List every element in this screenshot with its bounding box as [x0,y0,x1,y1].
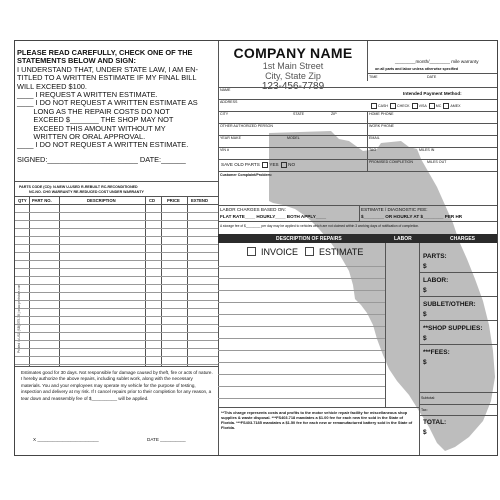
rule [218,221,498,222]
center-divider [218,41,219,456]
notice-line: EXCEED $_______ THE SHOP MAY NOT [17,115,174,125]
labor-charge-label: LABOR: [423,277,449,284]
parts-row-line [15,276,218,277]
parts-row-line [15,236,218,237]
charges-header: CHARGES [450,236,476,242]
labor-dollar: $ [423,287,427,294]
parts-row-line [15,212,218,213]
parts-row-line [15,228,218,229]
state-label: STATE [293,112,305,116]
other-person-label: OTHER AUTHORIZED PERSON [220,124,273,128]
notice-option[interactable]: ____ I DO NOT REQUEST A WRITTEN ESTIMATE AS [17,98,198,108]
city-label: CITY [220,112,229,116]
rule [419,392,498,393]
rule [419,296,498,297]
parts-row-line [15,252,218,253]
parts-row-line [15,348,218,349]
rule [419,272,498,273]
rule [218,147,498,148]
description-row-line [218,374,385,375]
parts-row-line [15,356,218,357]
total-label: TOTAL: [423,419,447,426]
parts-row-line [15,308,218,309]
sublet-dollar: $ [423,311,427,318]
shop-supplies-label: **SHOP SUPPLIES: [423,325,483,332]
description-band [218,234,498,243]
warranty-divider [367,41,368,81]
rule [218,111,498,112]
labor-charges-heading: LABOR CHARGES BASED ON: [220,207,286,212]
column-divider [359,205,360,221]
payment-options [371,103,461,109]
parts-code-line1: PARTS CODE (CD): N-NEW U-USED R-REBUILT RC-RECONDITIONED [19,185,138,189]
rule [218,159,498,160]
name-label: NAME [220,88,231,92]
amex-checkbox[interactable] [443,103,449,109]
invoice-option[interactable] [247,247,298,257]
terms-text: Estimates good for 30 days. Not responsible for damage caused by theft, fire or acts of nature. I hereby authorize the above repairs, including sublet work, along with the necessary materials. You and your employees may operate my vehicle for the purpose of testing, inspection and delivery at my risk. If I cancel repairs prior to their completion for any reason, a tear down and reassembly fee of $__________ will be applied. [21,370,213,401]
parts-row-line [15,220,218,221]
notice-line: EXCEED THIS AMOUNT WITHOUT MY [17,123,166,133]
warranty-note: on all parts and labor unless otherwise specified [375,67,459,71]
parts-col-header: QTY [18,198,27,203]
parts-row-line [15,284,218,285]
payment-option-label: CHECK [397,103,410,108]
description-row-line [218,278,385,279]
payment-method-label: Intended Payment Method: [403,91,462,96]
parts-row-line [15,300,218,301]
mc-checkbox[interactable] [429,103,435,109]
printer-imprint: Printed in USA (SB) 375-38 | www.printstore.com [17,283,21,353]
fees-dollar: $ [423,359,427,366]
description-row-line [218,350,385,351]
notice-line: WRITTEN OR ORAL APPROVAL. [17,132,146,142]
authorization-date[interactable]: DATE __________ [147,437,186,442]
notice-line: I UNDERSTAND THAT, UNDER STATE LAW, I AM EN- [17,64,198,74]
estimate-option[interactable] [305,247,363,257]
date-label: DATE [427,75,437,79]
invoice-label: INVOICE [261,247,299,257]
time-label: TIME [369,75,378,79]
labor-charges-options[interactable]: FLAT RATE____ HOURLY____ BOTH APPLY____ [220,214,327,219]
sublet-charge-label: SUBLET/OTHER: [423,301,476,308]
rule [367,73,498,74]
promised-completion-label: PROMISED COMPLETION [369,160,413,164]
year-make-label: YEAR MAKE [220,136,241,140]
parts-charge-label: PARTS: [423,253,447,260]
rule [419,404,498,405]
save-old-parts [221,162,295,168]
payment-option-label: VISA [418,103,427,108]
payment-option-label: MC [435,103,442,108]
parts-col-header: PART NO. [32,198,52,203]
save-old-parts-label: SAVE OLD PARTS [221,162,260,168]
description-row-line [218,398,385,399]
parts-row-line [15,324,218,325]
description-header: DESCRIPTION OF REPAIRS [276,236,342,242]
payment-option-label: AMEX [450,103,461,108]
notice-line: WILL EXCEED $100. [17,81,87,91]
rule [15,366,218,367]
estimate-fee-line[interactable]: $________ OR HOURLY AT $________ PER HR [361,214,463,219]
total-dollar: $ [423,429,427,436]
notice-line: LONG AS THE REPAIR COSTS DO NOT [17,106,170,116]
parts-row-line [15,340,218,341]
parts-row-line [15,244,218,245]
no-label: NO [288,162,296,168]
description-row-line [218,302,385,303]
parts-row-line [15,332,218,333]
shop-supplies-dollar: $ [423,335,427,342]
visa-checkbox[interactable] [412,103,418,109]
labor-header: LABOR [394,236,412,242]
subtotal-label: Subtotal: [421,396,436,400]
home-phone-label: HOME PHONE [369,112,394,116]
parts-row-line [15,364,218,365]
signed-line[interactable]: SIGNED:______________________ DATE:______ [17,154,186,164]
rule [419,344,498,345]
fees-label: ***FEES: [423,349,450,356]
description-row-line [218,314,385,315]
rule [218,205,498,206]
miles-in-label: MILES IN [419,148,435,152]
yes-label: YES [269,162,279,168]
estimate-label: ESTIMATE [319,247,364,257]
charges-column-divider [419,243,420,456]
notice-option[interactable]: ____ I DO NOT REQUEST A WRITTEN ESTIMATE. [17,140,189,150]
notice-line: PLEASE READ CAREFULLY, CHECK ONE OF THE [17,48,193,57]
estimate-notice [17,49,217,164]
email-label: EMAIL [369,136,380,140]
repair-order-form [14,40,498,456]
parts-dollar: $ [423,263,427,270]
rule [218,99,498,100]
rule [218,87,498,88]
tag-label: TAG [369,148,377,152]
rule [218,171,498,172]
parts-col-header: PRICE [167,198,180,203]
complaint-label: Customer Complaint/Problem: [220,173,272,177]
work-phone-label: WORK PHONE [369,124,394,128]
model-label: MODEL [287,136,300,140]
labor-column-divider [385,243,386,407]
miles-out-label: MILES OUT [427,160,447,164]
vin-label: VIN # [220,148,229,152]
storage-fee-note: A storage fee of $________ per day may be applied to vehicles which are not claimed within 3 working days of notification of completion. [220,224,420,228]
rule [419,415,498,416]
parts-col-header: EXTEND [191,198,208,203]
description-row-line [218,326,385,327]
description-row-line [218,362,385,363]
invoice-checkbox[interactable] [247,247,256,256]
rule [218,407,419,408]
notice-line: STATEMENTS BELOW AND SIGN: [17,56,136,66]
parts-row-line [15,260,218,261]
parts-code-line2: NC-NO. CHG WARRANTY RE-REDUCED COST UNDER WARRANTY [29,190,144,194]
fees-footer-note: **This charge represents costs and profits to the motor vehicle repair facility for miscellaneous shop supplies & waste disposal. ***FS403.718 mandates a $1.00 fee for each new tire sold in the State of Florida. ***FS403.7185 mandates a $1.50 fee for each new or remanufactured battery sold in the State of Florida. [221,410,413,430]
description-row-line [218,338,385,339]
parts-row-line [15,292,218,293]
description-row-line [218,290,385,291]
company-header [219,45,367,92]
company-name: COMPANY NAME [233,45,353,61]
save-parts-yes-checkbox[interactable] [262,162,268,168]
description-row-line [218,386,385,387]
payment-option-label: CASH [378,103,388,108]
authorization-signature[interactable]: X ________________________ [33,437,99,442]
company-street: 1st Main Street [262,61,324,71]
notice-bottom-rule [15,181,218,182]
column-divider [367,111,368,171]
parts-col-header: CD [149,198,156,203]
zip-label: ZIP [331,112,337,116]
parts-col-header: DESCRIPTION [87,198,116,203]
save-parts-no-checkbox[interactable] [281,162,287,168]
parts-row-line [15,316,218,317]
check-checkbox[interactable] [390,103,396,109]
parts-row-line [15,268,218,269]
cash-checkbox[interactable] [371,103,377,109]
company-city: City, State Zip [265,71,321,81]
notice-line: TITLED TO A WRITTEN ESTIMATE IF MY FINAL BILL [17,73,197,83]
rule [419,320,498,321]
warranty-months-line[interactable]: ________month/________ mile warranty [395,59,479,64]
tax-label: Tax: [421,408,428,412]
notice-option[interactable]: ____ I REQUEST A WRITTEN ESTIMATE. [17,90,158,100]
rule [218,135,498,136]
company-phone: 123-456-7789 [261,81,325,92]
estimate-checkbox[interactable] [305,247,314,256]
description-row-line [218,266,385,267]
estimate-fee-heading: ESTIMATE / DIAGNOSTIC FEE: [361,207,428,212]
address-label: ADDRESS [220,100,238,104]
